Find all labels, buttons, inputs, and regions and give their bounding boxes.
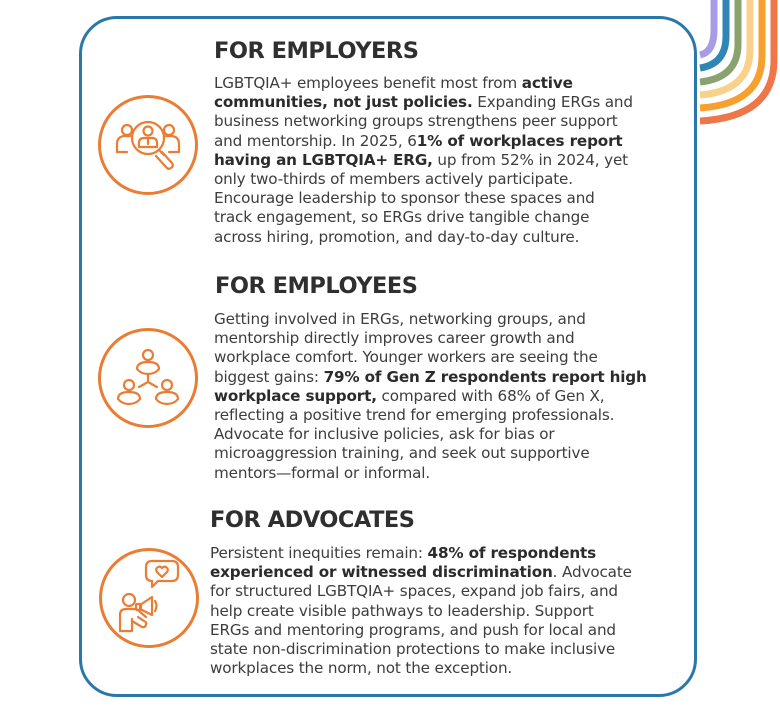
section-title-advocates: FOR ADVOCATES bbox=[210, 507, 415, 533]
network-people-icon bbox=[97, 327, 199, 429]
rainbow-arc-purple bbox=[700, 0, 714, 55]
bold-text-run: communities, not just policies. bbox=[214, 93, 473, 112]
body-line bbox=[214, 387, 647, 406]
text-run: state non-discrimination protections to make inclusive bbox=[210, 640, 616, 659]
bold-text-run: active bbox=[521, 74, 573, 92]
text-run: Advocate for inclusive policies, ask for bias or bbox=[214, 425, 555, 444]
text-run: business networking groups strengthens peer support bbox=[214, 112, 618, 131]
text-run: ERGs and mentoring programs, and push for local and bbox=[210, 620, 616, 639]
body-line bbox=[214, 425, 647, 444]
people-search-magnifier-icon bbox=[97, 94, 199, 196]
text-run: across hiring, promotion, and day-to-day culture. bbox=[214, 227, 580, 246]
text-run: compared with 68% of Gen X, bbox=[376, 386, 605, 405]
body-line bbox=[210, 544, 632, 563]
section-body-employees bbox=[214, 310, 647, 483]
bold-text-run: 48% of respondents bbox=[427, 544, 597, 562]
text-run: microaggression training, and seek out supportive bbox=[214, 444, 590, 463]
body-line bbox=[214, 329, 647, 348]
body-line bbox=[214, 464, 647, 483]
body-line bbox=[210, 621, 632, 640]
body-line bbox=[214, 189, 633, 208]
body-line bbox=[214, 228, 633, 247]
text-run: workplace comfort. Younger workers are seeing the bbox=[214, 348, 598, 367]
section-title-employees: FOR EMPLOYEES bbox=[215, 273, 418, 299]
text-run: only two-thirds of members actively participate. bbox=[214, 170, 573, 189]
body-line bbox=[214, 208, 633, 227]
text-run: mentorship directly improves career growth and bbox=[214, 329, 575, 348]
body-line bbox=[214, 170, 633, 189]
text-run: and mentorship. In 2025, 6 bbox=[214, 131, 417, 150]
text-run: Getting involved in ERGs, networking groups, and bbox=[214, 310, 586, 328]
text-run: up from 52% in 2024, yet bbox=[432, 150, 628, 169]
text-run: Persistent inequities remain: bbox=[210, 544, 428, 562]
text-run: . Advocate bbox=[552, 563, 632, 582]
body-line bbox=[210, 640, 632, 659]
body-line bbox=[210, 582, 632, 601]
text-run: workplaces the norm, not the exception. bbox=[210, 659, 513, 678]
body-line bbox=[214, 132, 633, 151]
body-line bbox=[214, 151, 633, 170]
body-line bbox=[214, 93, 633, 112]
body-line bbox=[210, 659, 632, 678]
text-run: for structured LGBTQIA+ spaces, expand job fairs, and bbox=[210, 582, 618, 601]
section-body-employers bbox=[214, 74, 633, 247]
section-title-employers: FOR EMPLOYERS bbox=[214, 38, 419, 64]
body-line bbox=[214, 74, 633, 93]
body-line bbox=[214, 348, 647, 367]
megaphone-heart-advocate-icon bbox=[98, 547, 200, 649]
body-line bbox=[214, 406, 647, 425]
text-run: track engagement, so ERGs drive tangible change bbox=[214, 208, 590, 227]
body-line bbox=[210, 563, 632, 582]
bold-text-run: 79% of Gen Z respondents report high bbox=[323, 367, 647, 386]
text-run: LGBTQIA+ employees benefit most from bbox=[214, 74, 522, 92]
body-line bbox=[214, 368, 647, 387]
body-line bbox=[210, 602, 632, 621]
bold-text-run: experienced or witnessed discrimination bbox=[210, 563, 553, 582]
bold-text-run: having an LGBTQIA+ ERG, bbox=[214, 150, 433, 169]
text-run: Expanding ERGs and bbox=[472, 93, 633, 112]
bold-text-run: workplace support, bbox=[214, 386, 377, 405]
section-body-advocates bbox=[210, 544, 632, 678]
text-run: Encourage leadership to sponsor these spaces and bbox=[214, 189, 595, 208]
body-line bbox=[214, 310, 647, 329]
text-run: mentors—formal or informal. bbox=[214, 463, 431, 482]
body-line bbox=[214, 112, 633, 131]
bold-text-run: 1% of workplaces report bbox=[416, 131, 623, 150]
text-run: help create visible pathways to leadership. Support bbox=[210, 601, 594, 620]
text-run: biggest gains: bbox=[214, 367, 324, 386]
text-run: reflecting a positive trend for emerging professionals. bbox=[214, 406, 615, 425]
body-line bbox=[214, 444, 647, 463]
